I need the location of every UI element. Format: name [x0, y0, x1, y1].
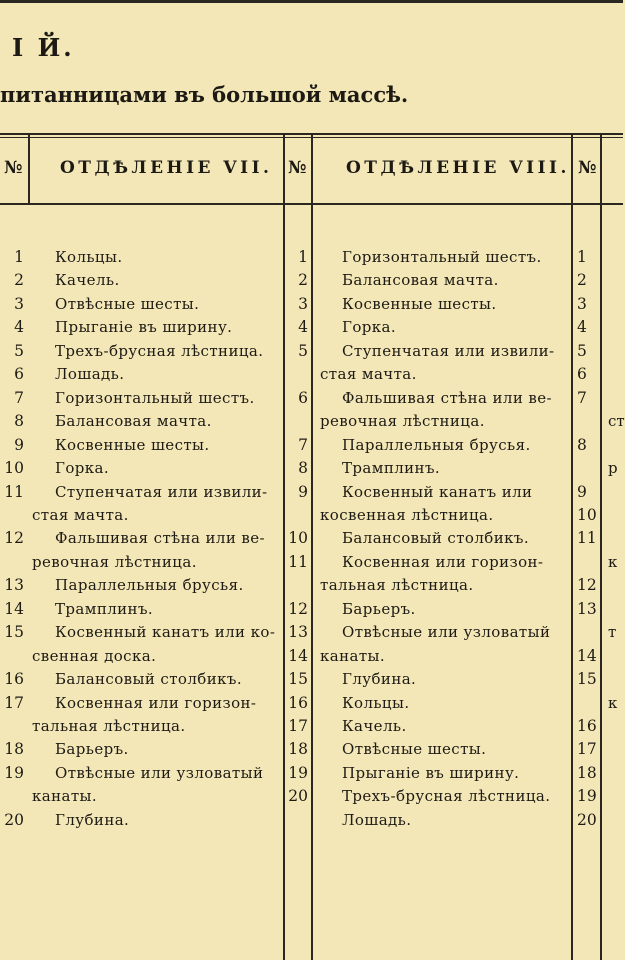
section8-number: 14	[288, 646, 308, 665]
section7-line: Трамплинъ.	[55, 599, 154, 618]
column3-number: 12	[577, 576, 597, 595]
section7-line: тальная лѣстница.	[32, 717, 186, 735]
section8-line: Барьеръ.	[342, 599, 416, 618]
section7-line: Прыганіе въ ширину.	[55, 318, 233, 337]
section8-line: косвенная лѣстница.	[320, 505, 494, 524]
section8-number: 8	[298, 459, 308, 478]
section7-line: Параллельныя брусья.	[55, 576, 244, 595]
section8-number: 9	[298, 482, 308, 501]
column3-number: 1	[577, 248, 587, 266]
section7-line: Косвенный канатъ или ко-	[55, 623, 276, 642]
column3-number: 19	[577, 787, 597, 806]
column3-number: 3	[577, 294, 587, 313]
section7-line: Балансовая мачта.	[55, 412, 212, 431]
section8-number: 16	[288, 693, 308, 712]
section7-line: Качель.	[55, 271, 120, 290]
section7-number: 17	[4, 693, 24, 712]
section8-number: 10	[288, 529, 308, 548]
section7-line: Фальшивая стѣна или ве-	[55, 529, 265, 548]
section8-line: Отвѣсные или узловатый	[342, 623, 551, 642]
page-subtitle: питанницами въ большой массѣ.	[0, 82, 409, 107]
section7-number: 1	[14, 248, 24, 266]
column3-number: 15	[577, 670, 597, 689]
section7-number: 11	[4, 482, 24, 501]
section8-line: Качель.	[342, 717, 407, 735]
top-rule	[0, 0, 623, 3]
section7-line: свенная доска.	[32, 646, 157, 665]
header-section7: ОТДѢЛЕНІЕ VII.	[60, 158, 273, 178]
column3-number: 11	[577, 529, 597, 548]
section8-number: 12	[288, 599, 308, 618]
column3-fragment: р	[608, 459, 618, 478]
column3-number: 13	[577, 599, 597, 618]
col-divider-3	[311, 134, 313, 960]
header-number-col3: №	[578, 158, 597, 178]
heading-fragment: І Й.	[12, 33, 75, 62]
section7-line: Глубина.	[55, 810, 130, 829]
section8-number: 7	[298, 435, 308, 454]
section7-line: Косвенные шесты.	[55, 435, 210, 454]
section8-line: канаты.	[320, 646, 386, 665]
section8-number: 2	[298, 271, 308, 290]
section7-number: 19	[4, 763, 24, 782]
section8-line: ревочная лѣстница.	[320, 412, 485, 431]
section8-number: 15	[288, 670, 308, 689]
column3-number: 4	[577, 318, 587, 337]
section8-line: Отвѣсные шесты.	[342, 740, 487, 759]
section8-line: Фальшивая стѣна или ве-	[342, 388, 552, 407]
section7-number: 7	[14, 388, 24, 407]
section7-line: Барьеръ.	[55, 740, 129, 759]
column3-number: 6	[577, 365, 587, 384]
section8-line: Горка.	[342, 318, 397, 337]
column3-number: 20	[577, 810, 597, 829]
section8-line: Косвенная или горизон-	[342, 552, 544, 571]
column3-number: 18	[577, 763, 597, 782]
header-number-col2: №	[288, 158, 307, 178]
section7-line: Отвѣсные или узловатый	[55, 763, 264, 782]
section8-number: 11	[288, 552, 308, 571]
column3-number: 9	[577, 482, 587, 501]
section7-line: ревочная лѣстница.	[32, 552, 197, 571]
header-section8: ОТДѢЛЕНІЕ VIII.	[346, 158, 570, 178]
section7-line: Ступенчатая или извили-	[55, 482, 268, 501]
section8-line: Кольцы.	[342, 693, 410, 712]
section7-line: Горка.	[55, 459, 110, 478]
section7-number: 18	[4, 740, 24, 759]
section7-number: 15	[4, 623, 24, 642]
section8-line: Ступенчатая или извили-	[342, 341, 555, 360]
section8-line: Лошадь.	[342, 810, 412, 829]
column3-number: 17	[577, 740, 597, 759]
column3-number: 10	[577, 505, 597, 524]
column3-fragment: т	[608, 623, 617, 642]
section7-number: 2	[14, 271, 24, 290]
section7-line: Горизонтальный шестъ.	[55, 388, 255, 407]
section8-number: 18	[288, 740, 308, 759]
section8-number: 20	[288, 787, 308, 806]
section7-number: 3	[14, 294, 24, 313]
column3-number: 16	[577, 717, 597, 735]
section7-line: Трехъ-брусная лѣстница.	[55, 341, 264, 360]
section8-line: Трамплинъ.	[342, 459, 441, 478]
section7-line: Кольцы.	[55, 248, 123, 266]
section8-line: Глубина.	[342, 670, 417, 689]
col-divider-4	[571, 134, 573, 960]
section7-line: Отвѣсные шесты.	[55, 294, 200, 313]
section8-number: 13	[288, 623, 308, 642]
section8-number: 6	[298, 388, 308, 407]
section7-number: 9	[14, 435, 24, 454]
section7-line: Балансовый столбикъ.	[55, 670, 242, 689]
section8-line: тальная лѣстница.	[320, 576, 474, 595]
section7-number: 5	[14, 341, 24, 360]
section7-number: 8	[14, 412, 24, 431]
column3-fragment: ст	[608, 412, 625, 431]
section8-number: 1	[298, 248, 308, 266]
section7-number: 16	[4, 670, 24, 689]
section8-line: Косвенный канатъ или	[342, 482, 533, 501]
section8-number: 3	[298, 294, 308, 313]
section8-line: Косвенные шесты.	[342, 294, 497, 313]
section7-number: 20	[4, 810, 24, 829]
header-number-col1: №	[4, 158, 23, 178]
section8-line: Балансовый столбикъ.	[342, 529, 529, 548]
section7-line: Косвенная или горизон-	[55, 693, 257, 712]
section8-line: Балансовая мачта.	[342, 271, 499, 290]
column3-fragment: к	[608, 552, 618, 571]
section7-line: стая мачта.	[32, 505, 129, 524]
section7-line: канаты.	[32, 787, 98, 806]
col-divider-2	[283, 134, 285, 960]
section7-number: 14	[4, 599, 24, 618]
section7-number: 6	[14, 365, 24, 384]
section7-number: 13	[4, 576, 24, 595]
section7-line: Лошадь.	[55, 365, 125, 384]
column3-number: 2	[577, 271, 587, 290]
section8-line: Прыганіе въ ширину.	[342, 763, 520, 782]
column3-fragment: к	[608, 693, 618, 712]
column3-number: 5	[577, 341, 587, 360]
section8-number: 17	[288, 717, 308, 735]
section7-number: 4	[14, 318, 24, 337]
section8-line: стая мачта.	[320, 365, 417, 384]
section7-number: 12	[4, 529, 24, 548]
col-divider-5	[600, 134, 602, 960]
column3-number: 7	[577, 388, 587, 407]
section8-line: Горизонтальный шестъ.	[342, 248, 542, 266]
section8-line: Параллельныя брусья.	[342, 435, 531, 454]
section8-line: Трехъ-брусная лѣстница.	[342, 787, 551, 806]
column3-number: 14	[577, 646, 597, 665]
column3-number: 8	[577, 435, 587, 454]
section7-number: 10	[4, 459, 24, 478]
section8-number: 19	[288, 763, 308, 782]
col-divider-1	[28, 134, 30, 204]
section8-number: 5	[298, 341, 308, 360]
section8-number: 4	[298, 318, 308, 337]
